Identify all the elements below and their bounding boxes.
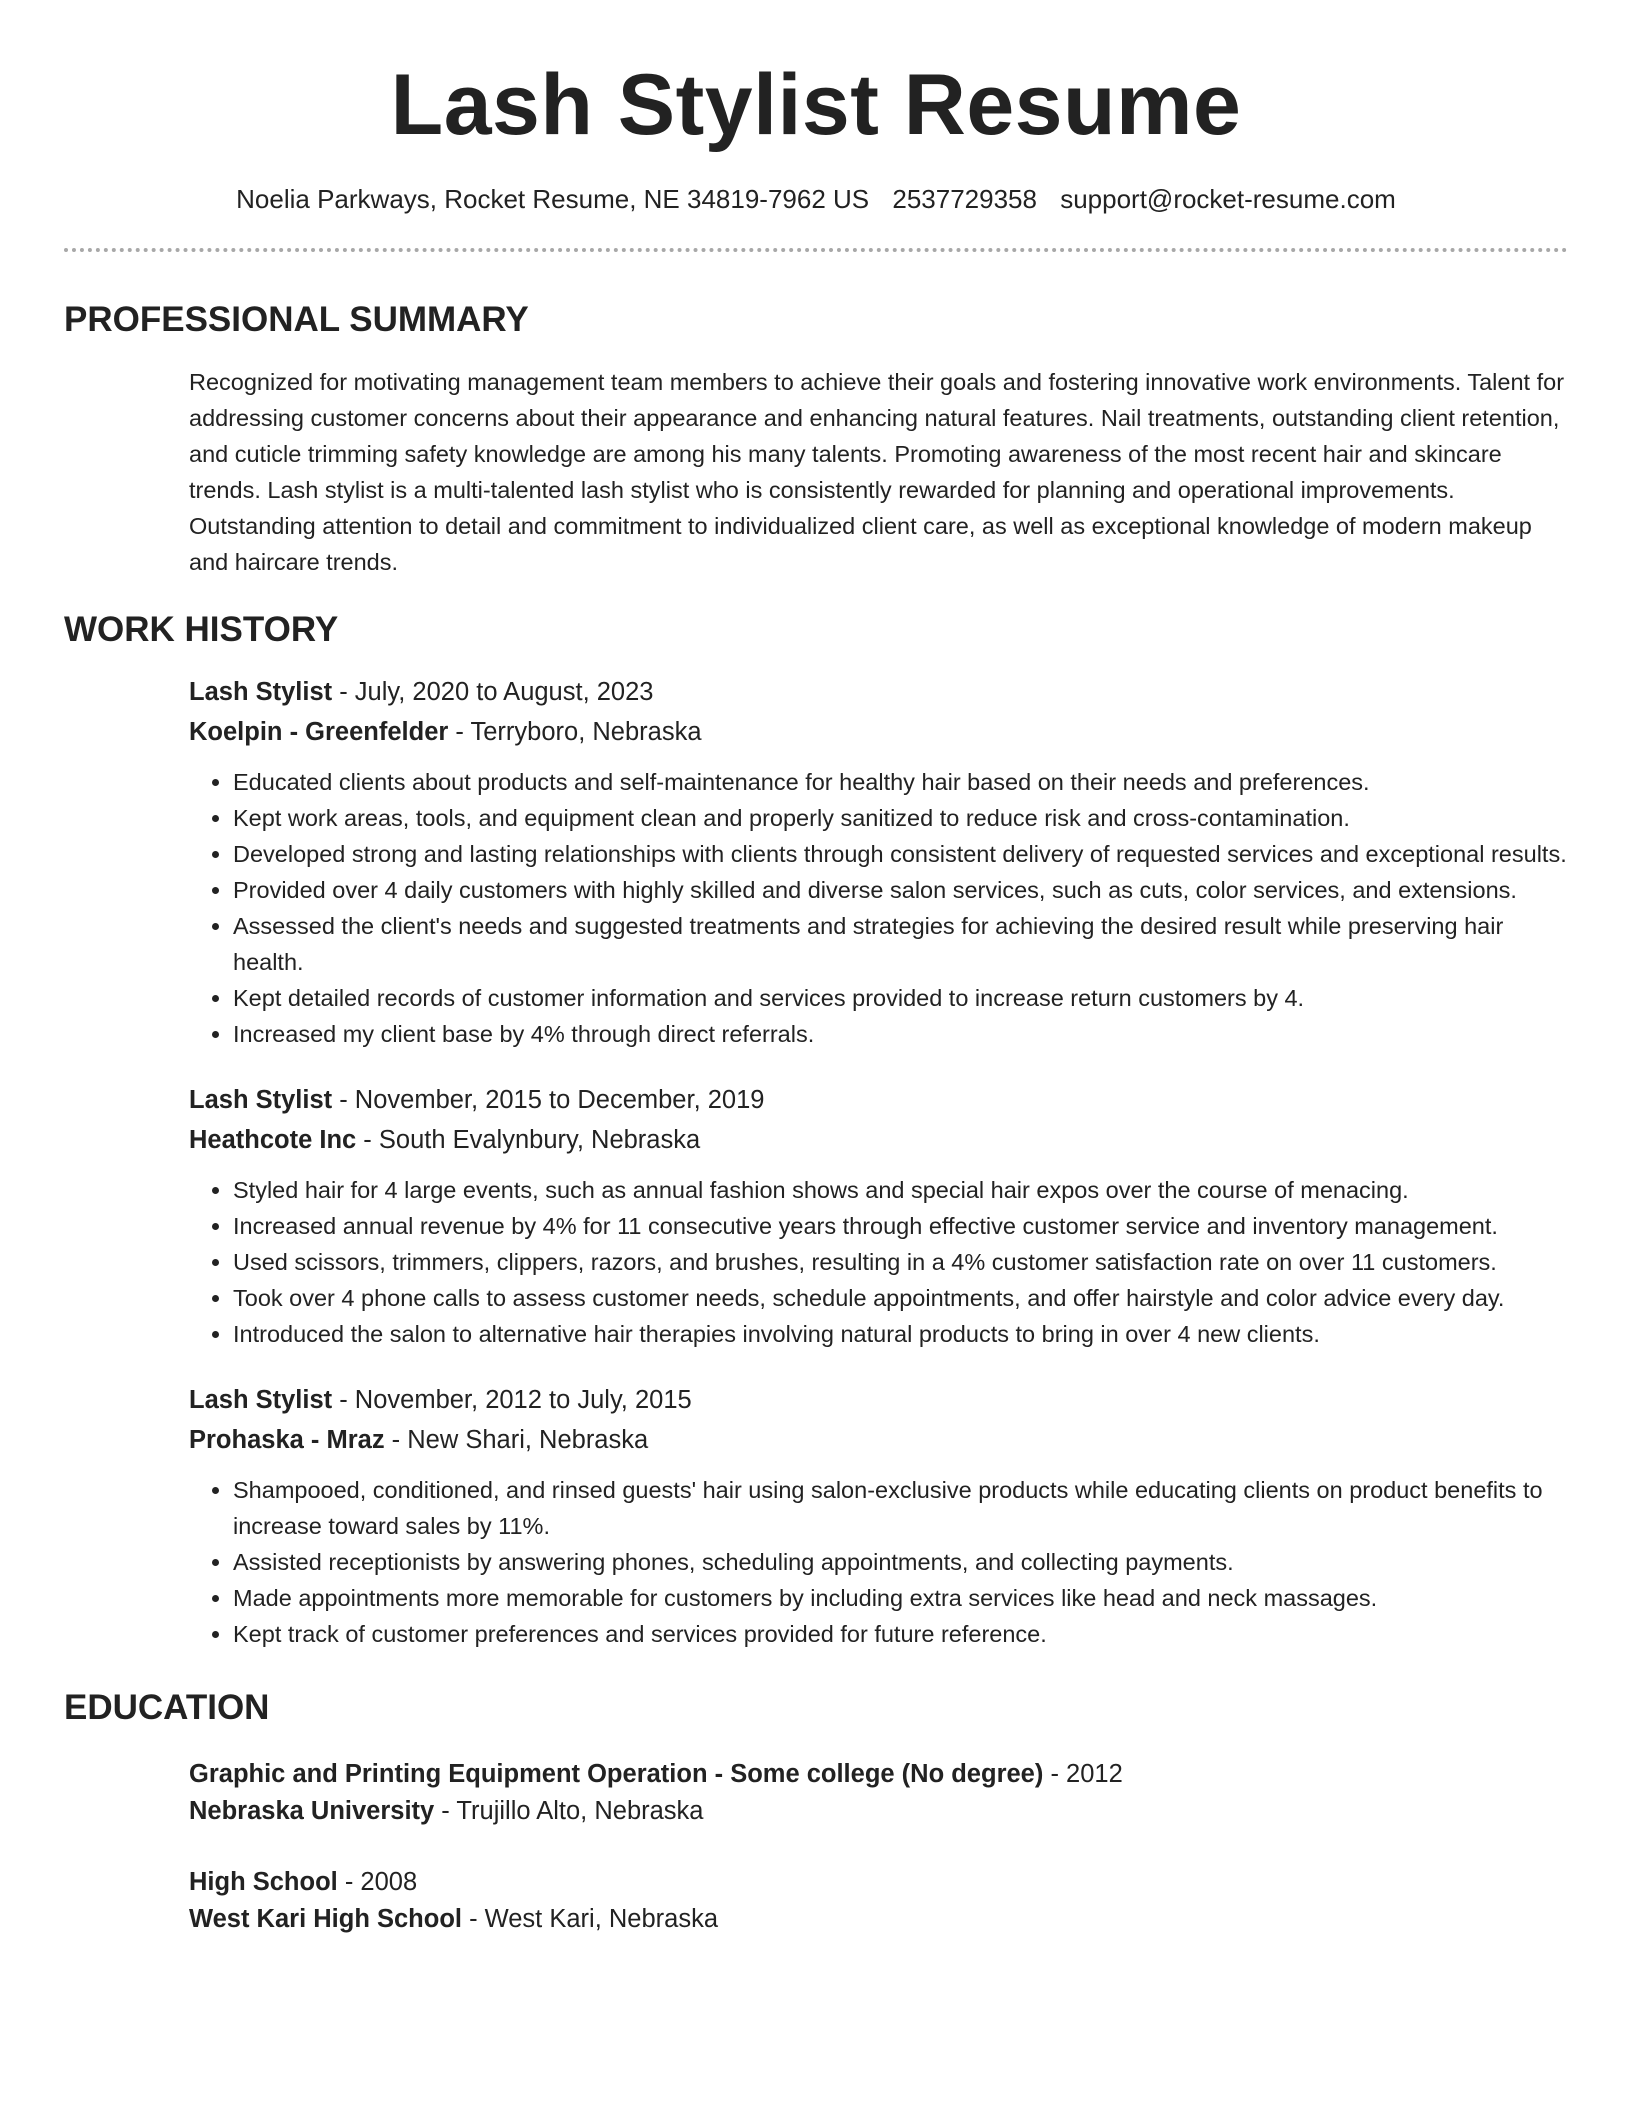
contact-line <box>64 182 1568 216</box>
education-year: - 2012 <box>1043 1760 1123 1788</box>
job-bullets <box>189 1172 1568 1352</box>
job-dates: - November, 2012 to July, 2015 <box>332 1386 692 1414</box>
job-bullet: • Kept detailed records of customer information and services provided to increase return customers by 4. <box>233 980 1568 1016</box>
education-year: - 2008 <box>337 1868 418 1896</box>
job-bullet: • Introduced the salon to alternative hair therapies involving natural products to bring in over 4 new clients. <box>233 1316 1568 1352</box>
job-company-line <box>189 712 1568 752</box>
job-title: Lash Stylist <box>189 1386 333 1414</box>
contact-email: support@rocket-resume.com <box>1060 184 1396 214</box>
education-heading: EDUCATION <box>64 1688 270 1727</box>
job-bullet: • Assessed the client's needs and suggested treatments and strategies for achieving the desired result while preserving hair health. <box>233 908 1568 980</box>
education-entry <box>189 1756 1568 1830</box>
job-bullet: • Assisted receptionists by answering phones, scheduling appointments, and collecting payments. <box>233 1544 1568 1580</box>
job-bullet: • Provided over 4 daily customers with highly skilled and diverse salon services, such as cuts, color services, and extensions. <box>233 872 1568 908</box>
job-dates: - November, 2015 to December, 2019 <box>332 1086 765 1114</box>
summary-text: Recognized for motivating management team members to achieve their goals and fostering innovative work environments. Talent for addressing customer concerns about their appearance and enhancing natural features. Nail treatments, outstanding client retention, and cuticle trimming safety knowledge are among his many talents. Promoting awareness of the most recent hair and skincare trends. Lash stylist is a multi-talented lash stylist who is consistently rewarded for planning and operational improvements. Outstanding attention to detail and commitment to individualized client care, as well as exceptional knowledge of modern makeup and haircare trends. <box>189 369 1565 575</box>
work-history-heading: WORK HISTORY <box>64 610 339 649</box>
job-bullet: • Made appointments more memorable for customers by including extra services like head and neck massages. <box>233 1580 1568 1616</box>
education-entry <box>189 1864 1568 1938</box>
education-degree-line <box>189 1864 1568 1901</box>
job-title: Lash Stylist <box>189 1086 333 1114</box>
job-bullet: • Increased my client base by 4% through direct referrals. <box>233 1016 1568 1052</box>
job-bullet: • Increased annual revenue by 4% for 11 consecutive years through effective customer service and inventory management. <box>233 1208 1568 1244</box>
job-company: Heathcote Inc <box>189 1126 357 1154</box>
job-location: - South Evalynbury, Nebraska <box>356 1126 701 1154</box>
contact-address: Noelia Parkways, Rocket Resume, NE 34819-7962 US <box>236 184 870 214</box>
job-bullet: • Styled hair for 4 large events, such as annual fashion shows and special hair expos over the course of menacing. <box>233 1172 1568 1208</box>
job-title: Lash Stylist <box>189 678 333 706</box>
job-location: - New Shari, Nebraska <box>384 1426 649 1454</box>
education-school-line <box>189 1901 1568 1938</box>
job-bullet: • Educated clients about products and self-maintenance for healthy hair based on their needs and preferences. <box>233 764 1568 800</box>
job-bullet: • Kept track of customer preferences and services provided for future reference. <box>233 1616 1568 1652</box>
job-company-line <box>189 1120 1568 1160</box>
resume-title: Lash Stylist Resume <box>390 57 1242 153</box>
job-bullets <box>189 764 1568 1052</box>
job-entry <box>189 1380 1568 1652</box>
education-degree-line <box>189 1756 1568 1793</box>
job-bullet: • Used scissors, trimmers, clippers, razors, and brushes, resulting in a 4% customer satisfaction rate on over 11 customers. <box>233 1244 1568 1280</box>
job-bullet: • Developed strong and lasting relationships with clients through consistent delivery of requested services and exceptional results. <box>233 836 1568 872</box>
job-dates: - July, 2020 to August, 2023 <box>332 678 654 706</box>
job-bullet: • Took over 4 phone calls to assess customer needs, schedule appointments, and offer hairstyle and color advice every day. <box>233 1280 1568 1316</box>
summary-heading: PROFESSIONAL SUMMARY <box>64 300 529 339</box>
job-company: Prohaska - Mraz <box>189 1426 385 1454</box>
job-bullets <box>189 1472 1568 1652</box>
education-degree: Graphic and Printing Equipment Operation - Some college (No degree) <box>189 1760 1044 1788</box>
job-location: - Terryboro, Nebraska <box>448 718 702 746</box>
education-school: West Kari High School <box>189 1905 462 1933</box>
education-degree: High School <box>189 1868 338 1896</box>
education-location: - West Kari, Nebraska <box>461 1905 719 1933</box>
job-bullet: • Shampooed, conditioned, and rinsed guests' hair using salon-exclusive products while educating clients on product benefits to increase toward sales by 11%. <box>233 1472 1568 1544</box>
job-company: Koelpin - Greenfelder <box>189 718 449 746</box>
job-title-line <box>189 1380 1568 1420</box>
header-divider <box>64 248 1568 252</box>
education-school: Nebraska University <box>189 1797 435 1825</box>
contact-phone: 2537729358 <box>892 184 1037 214</box>
job-entry <box>189 672 1568 1052</box>
education-location: - Trujillo Alto, Nebraska <box>434 1797 704 1825</box>
job-entry <box>189 1080 1568 1352</box>
job-title-line <box>189 672 1568 712</box>
education-school-line <box>189 1793 1568 1830</box>
job-title-line <box>189 1080 1568 1120</box>
job-bullet: • Kept work areas, tools, and equipment clean and properly sanitized to reduce risk and cross-contamination. <box>233 800 1568 836</box>
job-company-line <box>189 1420 1568 1460</box>
